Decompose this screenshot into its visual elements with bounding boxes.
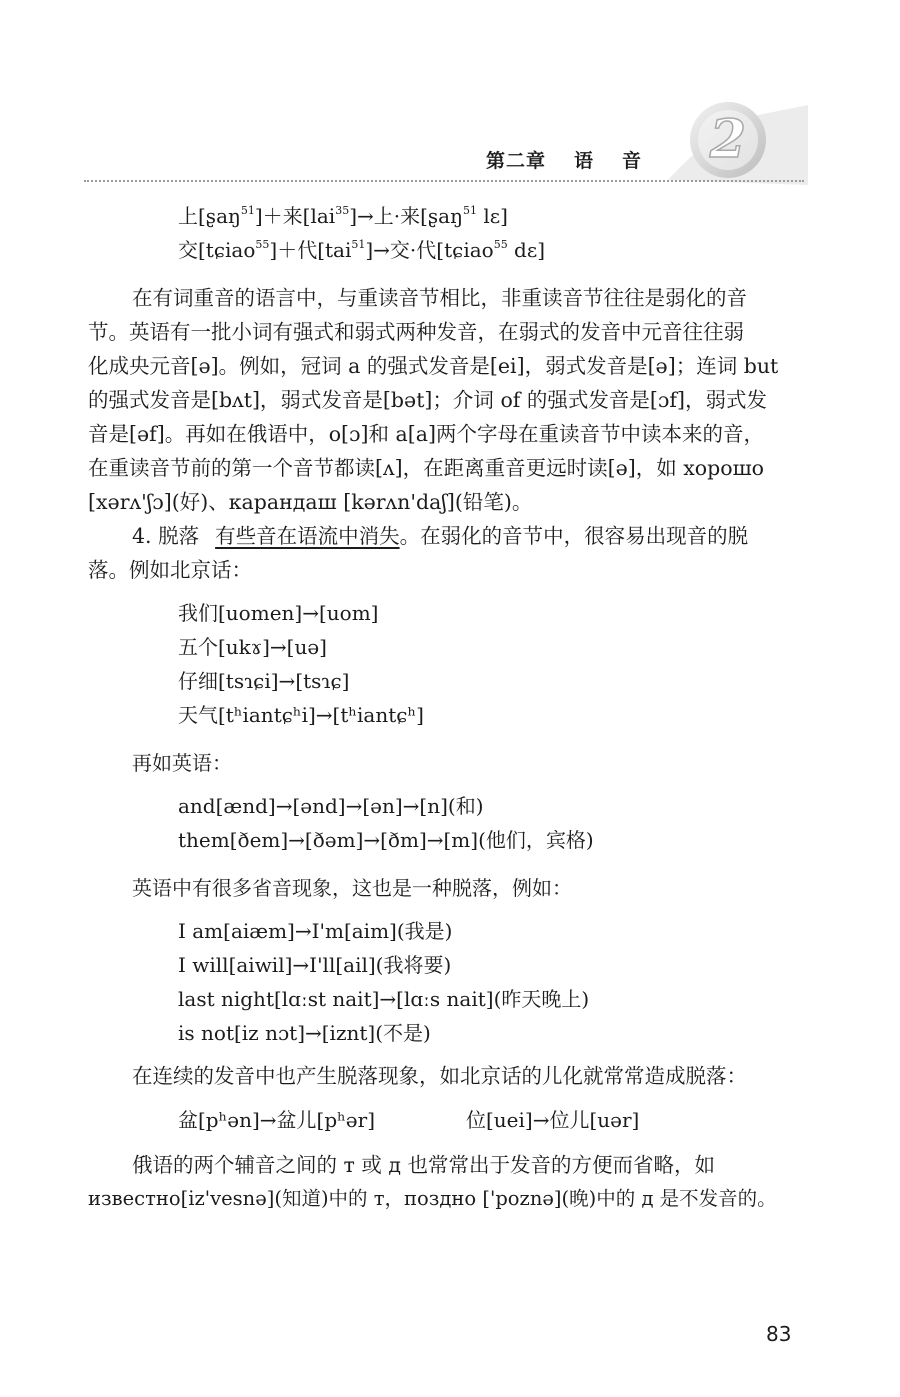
paragraph-line: 音是[əf]。再如在俄语中，o[ɔ]和 a[a]两个字母在重读音节中读本来的音， — [88, 422, 764, 446]
chapter-badge — [668, 95, 808, 185]
example-line: 天气[tʰiantɕʰi]→[tʰiantɕʰ] — [178, 703, 424, 727]
section-label: 4. 脱落 — [132, 524, 200, 548]
example-line: them[ðem]→[ðəm]→[ðm]→[m](他们，宾格) — [178, 828, 594, 852]
example-line: I am[aiæm]→I'm[aim](我是) — [178, 919, 453, 943]
page-number: 83 — [766, 1322, 792, 1346]
example-line: 位[uei]→位儿[uər] — [466, 1108, 640, 1132]
paragraph-line: 化成央元音[ə]。例如，冠词 a 的强式发音是[ei]，弱式发音是[ə]；连词 but — [88, 354, 779, 378]
example-line: and[ænd]→[ənd]→[ən]→[n](和) — [178, 794, 484, 818]
paragraph-line: известно[iz'vesnə](知道)中的 т，поздно ['poznə](晚)中的 д 是不发音的。 — [88, 1187, 777, 1210]
example-line: 我们[uomen]→[uom] — [178, 601, 379, 625]
example-line: is not[iz nɔt]→[iznt](不是) — [178, 1021, 431, 1045]
tone-example-2: 交[tɕiao$^{55}$]＋代[tai$^{51}$]→交·代[tɕiao$^{55}$ dɛ] — [178, 238, 546, 262]
example-line: last night[lɑːst nait]→[lɑːs nait](昨天晚上) — [178, 987, 590, 1011]
section-term: 有些音在语流中消失 — [215, 524, 400, 548]
example-line: 五个[ukɤ]→[uə] — [178, 635, 327, 659]
paragraph-line: 再如英语： — [132, 751, 232, 775]
paragraph-line: 的强式发音是[bʌt]，弱式发音是[bət]；介词 of 的强式发音是[ɔf]，弱式发 — [88, 388, 767, 412]
section-word-2: 音 — [622, 150, 643, 172]
section-word-1: 语 — [574, 150, 595, 172]
paragraph-line: 节。英语有一批小词有强式和弱式两种发音，在弱式的发音中元音往往弱 — [88, 320, 744, 344]
paragraph-line: 落。例如北京话： — [88, 558, 252, 582]
paragraph-line: [xərʌ'ʃɔ](好)、карандаш [kərʌn'daʃ](铅笔)。 — [88, 490, 533, 514]
tone-example-1: 上[ʂaŋ$^{51}$]＋来[lai$^{35}$]→上·来[ʂaŋ$^{51}$ lɛ] — [178, 204, 508, 228]
example-line: 仔细[tsɿɕi]→[tsɿɕ] — [178, 669, 350, 693]
section-text: 。在弱化的音节中，很容易出现音的脱 — [399, 524, 749, 548]
header-divider — [84, 180, 804, 182]
running-header-title — [486, 146, 642, 173]
paragraph-line: 在有词重音的语言中，与重读音节相比，非重读音节往往是弱化的音 — [132, 286, 747, 310]
page-header — [0, 0, 900, 185]
example-line: 盆[pʰən]→盆儿[pʰər] — [178, 1108, 375, 1132]
chapter-number: 2 — [709, 109, 747, 170]
paragraph-line: 英语中有很多省音现象，这也是一种脱落，例如： — [132, 876, 572, 900]
paragraph-line: 在重读音节前的第一个音节都读[ʌ]，在距离重音更远时读[ə]，如 хорошо — [88, 456, 764, 480]
example-line: I will[aiwil]→I'll[ail](我将要) — [178, 953, 452, 977]
chapter-label: 第二章 — [486, 150, 547, 172]
section-heading-line — [132, 521, 748, 551]
paragraph-line: 俄语的两个辅音之间的 т 或 д 也常常出于发音的方便而省略，如 — [132, 1153, 716, 1177]
paragraph-line: 在连续的发音中也产生脱落现象，如北京话的儿化就常常造成脱落： — [132, 1064, 747, 1088]
